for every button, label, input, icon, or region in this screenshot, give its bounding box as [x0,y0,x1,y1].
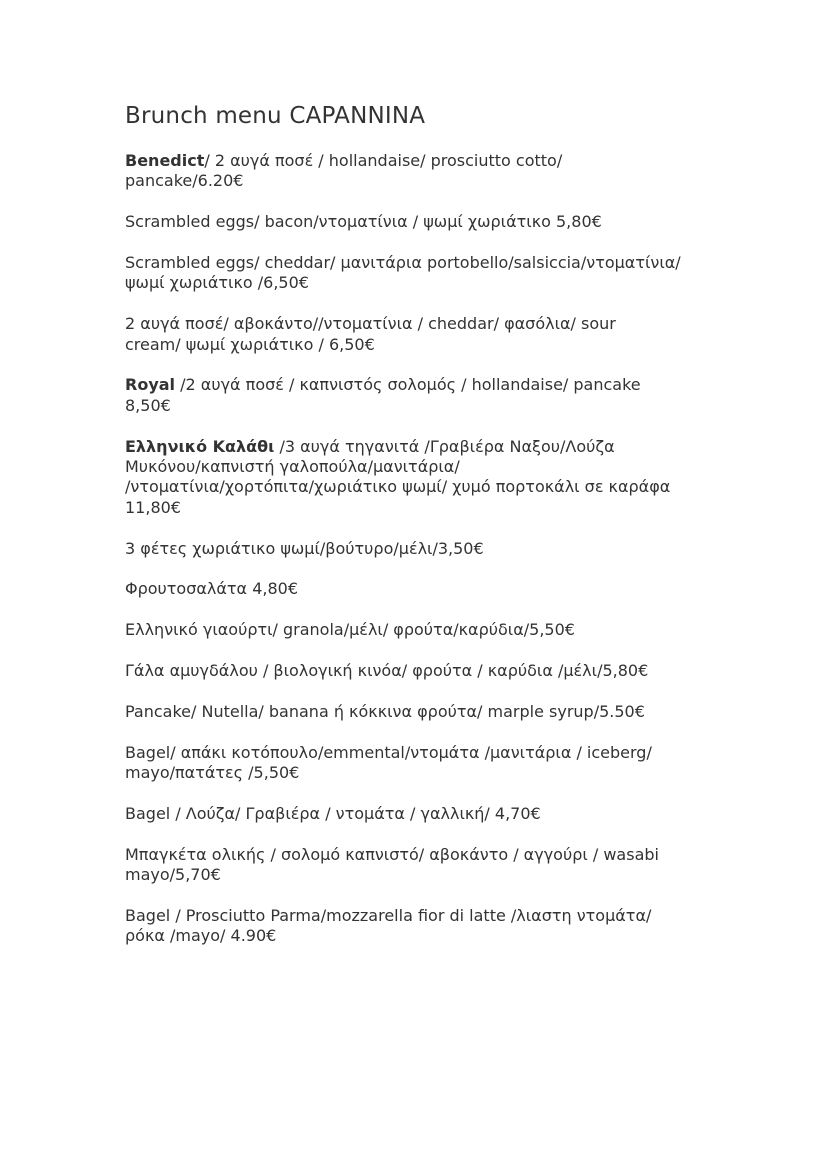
menu-item-line: Pancake/ Nutella/ banana ή κόκκινα φρούτα/ marple syrup/5.50€ [125,701,645,721]
menu-item-line: Μπαγκέτα ολικής / σολομό καπνιστό/ αβοκάντο / αγγούρι / wasabi [125,844,659,864]
menu-item-line: Ελληνικό γιαούρτι/ granola/μέλι/ φρούτα/καρύδια/5,50€ [125,620,575,640]
menu-title: Brunch menu CAPANNINA [125,103,426,129]
menu-item [125,314,725,355]
menu-item-line: 2 αυγά ποσέ/ αβοκάντο//ντοματίνια / cheddar/ φασόλια/ sour [125,314,616,334]
menu-item-name: Royal [125,375,176,395]
menu-item-name: Benedict [125,151,205,170]
menu-item [125,845,725,886]
menu-item [125,661,725,681]
menu-item-line: ρόκα /mayo/ 4.90€ [125,926,277,946]
menu-item-line: /ντοματίνια/χορτόπιτα/χωριάτικο ψωμί/ χυμό πορτοκάλι σε καράφα [125,477,671,497]
menu-item [125,437,725,519]
menu-item-line: Bagel / Λούζα/ Γραβιέρα / ντομάτα / γαλλική/ 4,70€ [125,803,541,823]
menu-item-line: 3 φέτες χωριάτικο ψωμί/βούτυρο/μέλι/3,50€ [125,538,484,558]
menu-item [125,702,725,722]
menu-item [125,620,725,640]
menu-item-line: mayo/πατάτες /5,50€ [125,763,300,783]
menu-item-line [125,151,725,171]
menu-item-line: mayo/5,70€ [125,865,221,885]
menu-item-line [125,437,725,457]
menu-item [125,579,725,599]
menu-item-line: Scrambled eggs/ cheddar/ μανιτάρια portobello/salsiccia/ντοματίνια/ [125,253,681,272]
menu-item-description: /3 αυγά τηγανιτά /Γραβιέρα Ναξου/Λούζα [274,436,615,456]
menu-item-name: Ελληνικό Καλάθι [125,436,275,456]
menu-item [125,151,725,192]
menu-item-line: 8,50€ [125,395,171,415]
menu-item-line: Μυκόνου/καπνιστή γαλοπούλα/μανιτάρια/ [125,457,460,477]
menu-item [125,804,725,824]
menu-item-line: cream/ ψωμί χωριάτικο / 6,50€ [125,334,375,354]
menu-item [125,906,725,947]
menu-item [125,253,725,294]
menu-item-line: Scrambled eggs/ bacon/ντοματίνια / ψωμί χωριάτικο 5,80€ [125,212,602,232]
menu-item-line: ψωμί χωριάτικο /6,50€ [125,273,309,293]
menu-item-line: Bagel/ απάκι κοτόπουλο/emmental/ντομάτα /μανιτάρια / iceberg/ [125,742,652,762]
menu-item-line: Bagel / Prosciutto Parma/mozzarella fior di latte /λιαστη ντομάτα/ [125,905,652,925]
menu-item [125,539,725,559]
menu-item [125,375,725,416]
menu-item-description: / 2 αυγά ποσέ / hollandaise/ prosciutto cotto/ [204,151,563,170]
menu-items [125,151,725,947]
menu-item-line [125,375,725,395]
menu-item-line: Γάλα αμυγδάλου / βιολογική κινόα/ φρούτα / καρύδια /μέλι/5,80€ [125,661,649,681]
menu-page [125,100,725,967]
menu-item [125,212,725,232]
menu-item [125,743,725,784]
menu-item-line: pancake/6.20€ [125,171,244,191]
menu-item-description: /2 αυγά ποσέ / καπνιστός σολομός / hollandaise/ pancake [175,375,641,395]
menu-item-line: Φρουτοσαλάτα 4,80€ [125,579,298,599]
menu-item-line: 11,80€ [125,497,181,517]
